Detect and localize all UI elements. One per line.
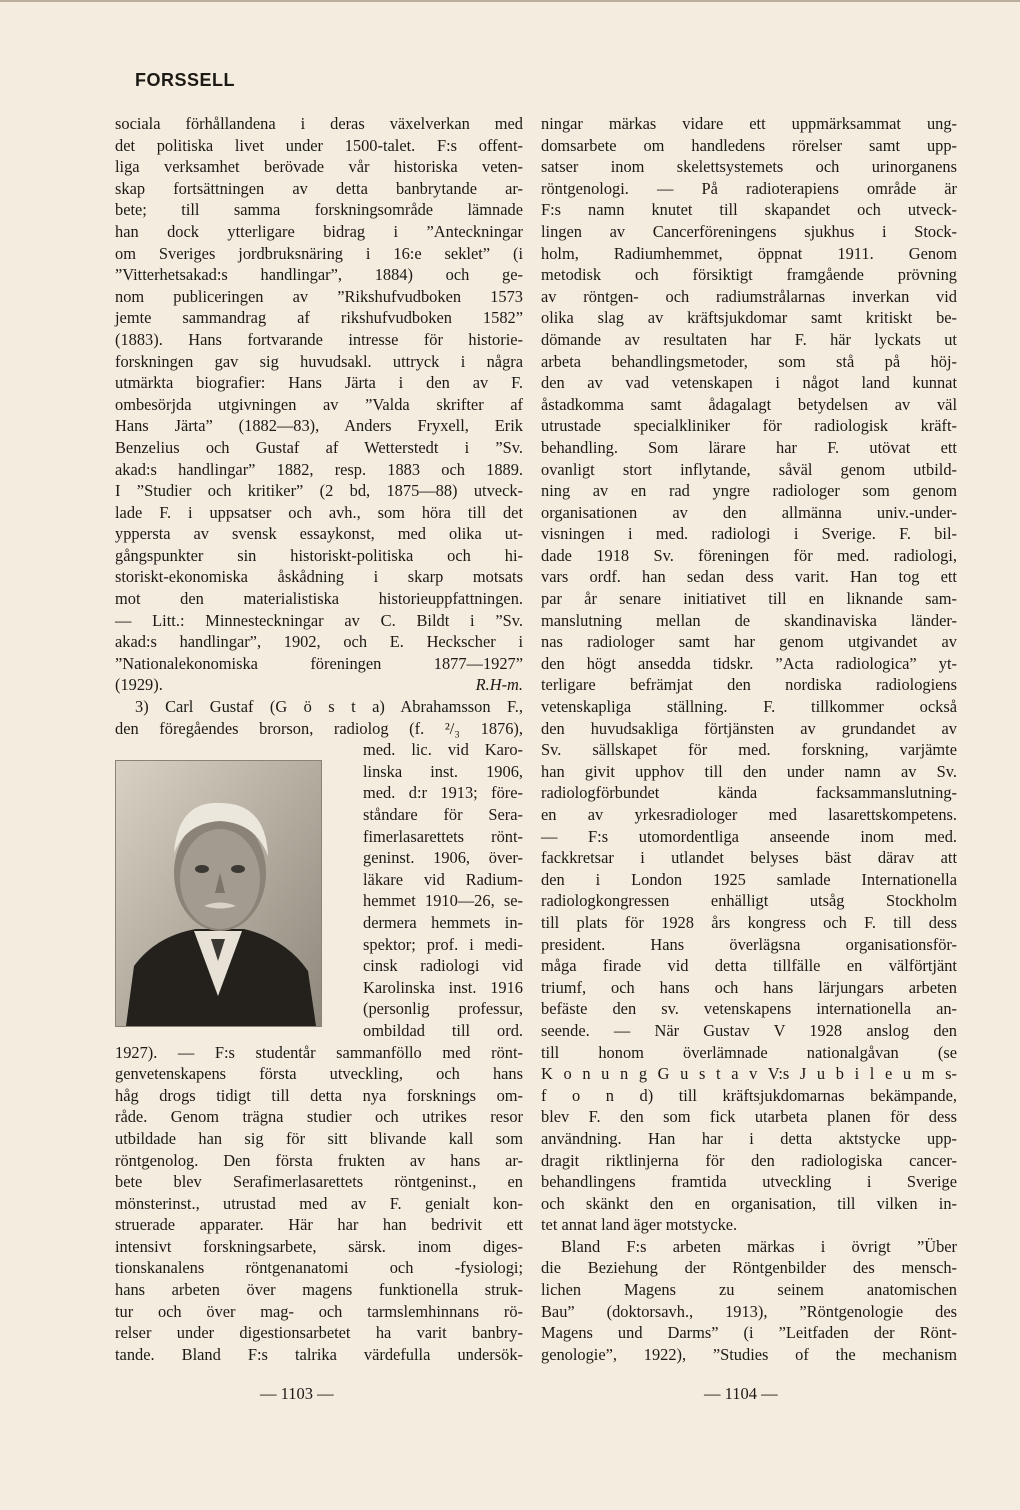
text-line: — F:s utomordentliga anseende inom med.: [541, 826, 957, 846]
text-line: F:s namn knutet till skapandet och utveck-: [541, 200, 957, 220]
text-line: cinsk radiologi vid: [363, 956, 523, 976]
text-line: die Beziehung der Röntgenbilder des mensch-: [541, 1258, 957, 1278]
text-line: mot den materialistiska historieuppfattningen.: [115, 589, 523, 609]
right-column-text: [541, 113, 957, 1365]
text-line: hans arbeten över magens funktionella struk-: [115, 1280, 523, 1300]
text-line: liga verksamhet berövade vår historiska veten-: [115, 157, 523, 177]
text-line: Benzelius och Gustaf af Wetterstedt i ”Sv.: [115, 437, 523, 457]
text-line: intensivt forskningsarbete, särsk. inom diges-: [115, 1236, 523, 1256]
page-number-left: — 1103 —: [260, 1384, 334, 1403]
text-line: den av vad vetenskapen i något land kunnat: [541, 373, 957, 393]
text-line: utmärkta biografier: Hans Järta i den av F.: [115, 373, 523, 393]
text-line: lade F. i uppsatser och avh., som höra till det: [115, 502, 523, 522]
text-line: Hans Järta” (1882—83), Anders Fryxell, Erik: [115, 416, 523, 436]
text-line: till plats för 1928 års kongress och F. till dess: [541, 912, 957, 932]
text-line: med. lic. vid Karo-: [363, 740, 523, 760]
text-line: genologie”, 1922), ”Studies of the mechanism: [541, 1344, 957, 1364]
text-line: genvetenskapens första utveckling, och hans: [115, 1064, 523, 1084]
text-line: — Litt.: Minnesteckningar av C. Bildt i ”Sv.: [115, 610, 523, 630]
text-line: håg drogs tidigt till detta nya forsknings om-: [115, 1085, 523, 1105]
text-line: den i London 1925 samlade Internationella: [541, 869, 957, 889]
text-line: I ”Studier och kritiker” (2 bd, 1875—88) utveck-: [115, 481, 523, 501]
text-line: tionskanalens röntgenanatomi och -fysiologi;: [115, 1258, 523, 1278]
text-line: sociala förhållandena i deras växelverkan med: [115, 114, 523, 133]
text-line: relser under digestionsarbetet ha varit banbry-: [115, 1323, 523, 1343]
text-line: 3) Carl Gustaf (G ö s t a) Abrahamsson F.,: [135, 697, 523, 717]
text-line: befäste den sv. vetenskapens internationella an-: [541, 999, 957, 1019]
text-line: tur och över mag- och tarmslemhinnans rö-: [115, 1301, 523, 1321]
text-line: av röntgen- och radiumstrålarnas inverkan vid: [541, 286, 957, 306]
entry-heading-lines: [115, 696, 523, 739]
text-line: och skänkt den en organisation, till vilken in-: [541, 1193, 957, 1213]
text-line: triumf, och hans och hans lärjungars arbeten: [541, 977, 957, 997]
text-line: Magens und Darms” (i ”Leitfaden der Rönt-: [541, 1323, 957, 1343]
text-line: behandlingens framtida utveckling i Sverige: [541, 1172, 957, 1192]
text-line: arbeta behandlingsmetoder, som stå på höj-: [541, 351, 957, 371]
text-line: med. d:r 1913; före-: [363, 783, 523, 803]
left-column-bottom-text: [115, 1042, 523, 1366]
text-line: den högt ansedda tidskr. ”Acta radiologica” yt-: [541, 653, 957, 673]
text-line: användning. Han har i detta aktstycke upp-: [541, 1128, 957, 1148]
text-line: K o n u n g G u s t a v V:s J u b i l e u m s-: [541, 1064, 957, 1084]
left-column: [115, 113, 523, 1365]
text-line: par år senare initiativet till en liknande sam-: [541, 589, 957, 609]
text-line: bete blev Serafimerlasarettets röntgeninst., en: [115, 1172, 523, 1192]
text-line: yppersta av svensk essaykonst, med olika ut-: [115, 524, 523, 544]
text-line: forskningen gav sig huvudsakl. uttryck i några: [115, 351, 523, 371]
text-line: dade 1918 Sv. föreningen för med. radiologi,: [541, 545, 957, 565]
text-line: det politiska livet under 1500-talet. F:s offent-: [115, 135, 523, 155]
text-line: terligare befrämjat den nordiska radiologiens: [541, 675, 957, 695]
text-line: geninst. 1906, över-: [363, 848, 523, 868]
text-line: tet annat land äger motstycke.: [541, 1215, 738, 1235]
text-line: (1883). Hans fortvarande intresse för historie-: [115, 329, 523, 349]
text-line: jemte sammandrag af rikshufvudboken 1582”: [115, 308, 523, 328]
text-line: Sv. sällskapet för med. forskning, varjämte: [541, 740, 957, 760]
left-column-top-text: [115, 113, 523, 674]
text-line: tande. Bland F:s talrika värdefulla undersök-: [115, 1344, 523, 1364]
text-line: han dock ytterligare bidrag i ”Anteckningar: [115, 221, 523, 241]
text-line: ombildad till ord.: [363, 1020, 523, 1040]
text-line: seende. — När Gustav V 1928 anslog den: [541, 1020, 957, 1040]
signature-year: (1929).: [115, 675, 163, 695]
text-line: mönsterinst., utrustad med av F. genialt kon-: [115, 1193, 523, 1213]
text-line: den huvudsakliga förtjänsten av grundandet av: [541, 718, 957, 738]
text-line: radiologkongressen enhälligt utsåg Stockholm: [541, 891, 957, 911]
text-line: Bau” (doktorsavh., 1913), ”Röntgenologie des: [541, 1301, 957, 1321]
text-line: åstadkomma samt ådagalagt betydelsen av väl: [541, 394, 957, 414]
text-line: olika slag av kräftsjukdomar samt kritiskt be-: [541, 308, 957, 328]
text-line: ning av en rad yngre radiologer som genom: [541, 481, 957, 501]
text-line: den föregåendes brorson, radiolog (f. ²/₃ 1876),: [115, 718, 523, 738]
text-line: Karolinska inst. 1916: [363, 977, 523, 997]
right-column: [541, 113, 957, 1365]
running-headword: FORSSELL: [135, 70, 236, 90]
text-line: en av yrkesradiologer med lasarettskompetens.: [541, 805, 957, 824]
text-line: röntgenologi. — På radioterapiens område är: [541, 178, 957, 198]
text-line: nas radiologer samt har genom utgivandet av: [541, 632, 957, 652]
text-line: metodisk och försiktigt framgående prövning: [541, 265, 957, 285]
text-line: hemmet 1910—26, se-: [363, 891, 523, 911]
text-line: struerade apparater. Här har han bedrivit ett: [115, 1215, 523, 1235]
text-line: manslutning mellan de skandinaviska länder-: [541, 610, 957, 630]
text-line: president. Hans överlägsna organisationsför-: [541, 934, 957, 954]
text-line: visningen i med. radiologi i Sverige. F. bil-: [541, 524, 957, 544]
text-line: lichen Magens zu seinem anatomischen: [541, 1280, 957, 1300]
text-line: f o n d) till kräftsjukdomarnas bekämpande,: [541, 1085, 957, 1105]
text-line: utbildade han sig för sitt blivande kall som: [115, 1128, 523, 1148]
text-line: dragit riktlinjerna för den radiologiska cancer-: [541, 1150, 957, 1170]
text-line: ningar märkas vidare ett uppmärksammat ung-: [541, 114, 957, 133]
text-line: ombesörjda utgivningen av ”Valda skrifter af: [115, 394, 523, 414]
text-line: domsarbete om handledens rörelser samt upp-: [541, 135, 957, 155]
text-line: linska inst. 1906,: [363, 761, 523, 781]
text-line: (personlig professur,: [363, 999, 523, 1019]
text-line: akad:s handlingar”, 1902, och E. Heckscher i: [115, 632, 523, 652]
text-line: holm, Radiumhemmet, öppnat 1911. Genom: [541, 243, 957, 263]
portrait-image: [116, 761, 321, 1026]
text-line: ståndare för Sera-: [363, 805, 523, 824]
text-line: ”Nationalekonomiska föreningen 1877—1927”: [115, 653, 523, 673]
text-line: vetenskapliga ställning. F. tillkommer också: [541, 697, 957, 717]
text-line: ”Vitterhetsakad:s handlingar”, 1884) och ge-: [115, 265, 523, 285]
text-line: han givit upphov till den under namn av Sv.: [541, 761, 957, 781]
text-line: organisationen av den allmänna univ.-under-: [541, 502, 957, 522]
text-line: skap fortsättningen av detta banbrytande ar-: [115, 178, 523, 198]
text-line: fackkretsar i utlandet belyses bäst därav att: [541, 848, 957, 868]
text-line: storiskt-ekonomiska åskådning i skarp motsats: [115, 567, 523, 587]
text-line: nom publiceringen av ”Rikshufvudboken 1573: [115, 286, 523, 306]
text-line: råde. Genom trägna studier och utrikes resor: [115, 1107, 523, 1127]
text-line: fimerlasarettets rönt-: [363, 826, 523, 846]
text-line: utrustade specialkliniker för radiologisk kräft-: [541, 416, 957, 436]
text-line: spektor; prof. i medi-: [363, 934, 523, 954]
text-line: akad:s handlingar” 1882, resp. 1883 och 1889.: [115, 459, 523, 479]
text-line: dermera hemmets in-: [363, 912, 523, 932]
text-line: röntgenolog. Den första frukten av hans ar-: [115, 1150, 523, 1170]
author-signature: R.H-m.: [475, 675, 523, 695]
text-line: måga firade vid detta tillfälle en välförtjänt: [541, 956, 957, 976]
text-line: gångspunkter sin historiskt-politiska och hi-: [115, 545, 523, 565]
text-line: dömande av resultaten har F. här lyckats ut: [541, 329, 957, 349]
text-line: ovanligt stort inflytande, såväl genom utbild-: [541, 459, 957, 479]
text-line: läkare vid Radium-: [363, 869, 523, 889]
text-line: satser inom skelettsystemets och urinorganens: [541, 157, 957, 177]
text-line: om Sveriges jordbruksnäring i 16:e seklet” (i: [115, 243, 523, 263]
text-line: vars ordf. han sedan dess varit. Han tog ett: [541, 567, 957, 587]
text-line: blev F. den som fick utarbeta planen för dess: [541, 1107, 957, 1127]
text-line: radiologförbundet kända facksammanslutning-: [541, 783, 957, 803]
text-line: behandling. Som lärare har F. utövat ett: [541, 437, 957, 457]
portrait-photo: [115, 760, 322, 1027]
text-line: till honom överlämnade nationalgåvan (se: [541, 1042, 957, 1062]
text-line: 1927). — F:s studentår sammanföllo med rönt-: [115, 1042, 523, 1062]
signature-line: [115, 674, 523, 696]
text-line: Bland F:s arbeten märkas i övrigt ”Über: [561, 1236, 957, 1256]
text-line: bete; till samma forskningsområde lämnade: [115, 200, 523, 220]
page-number-right: — 1104 —: [704, 1384, 778, 1403]
text-line: lingen av Cancerföreningens sjukhus i Stock-: [541, 221, 957, 241]
top-border: [0, 0, 1020, 2]
